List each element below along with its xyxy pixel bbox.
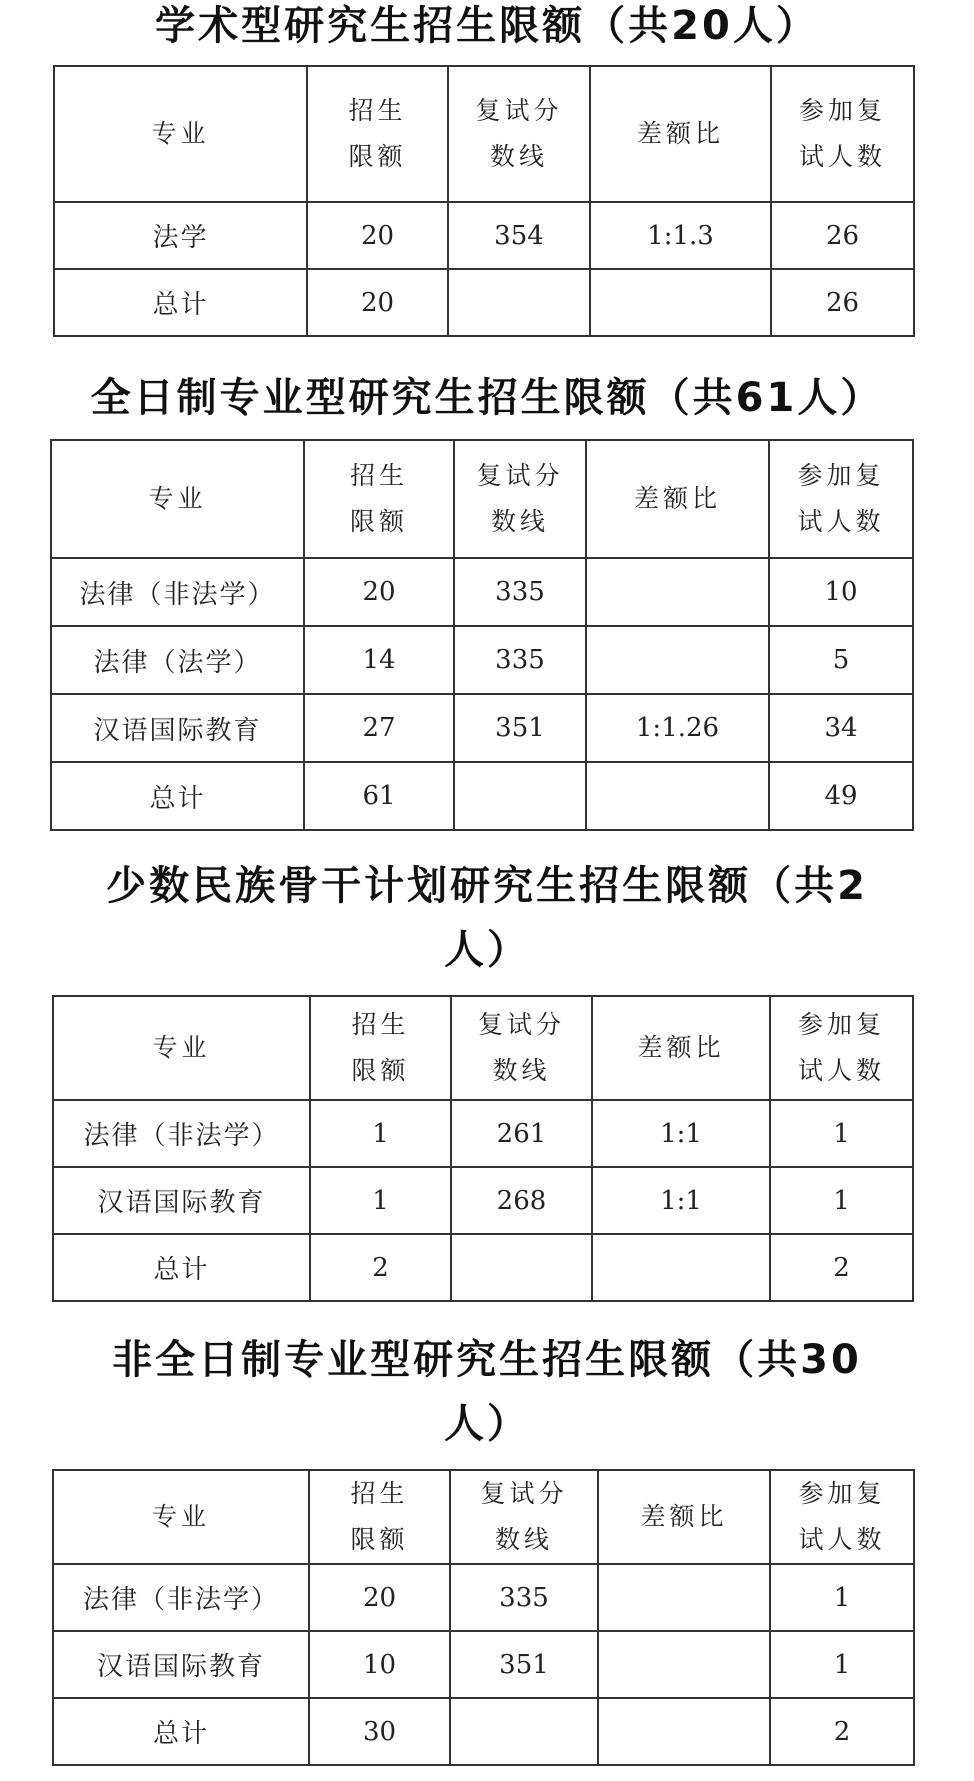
parttime-professional-quota-table	[52, 1469, 915, 1766]
cell-score	[448, 269, 590, 336]
cell-score: 261	[451, 1100, 592, 1167]
cell-count: 2	[770, 1698, 914, 1765]
cell-count: 26	[771, 202, 914, 269]
header-count: 参加复 试人数	[770, 996, 913, 1100]
header-row	[53, 996, 913, 1100]
cell-major: 总计	[53, 1698, 309, 1765]
cell-count: 10	[769, 558, 913, 626]
table-row	[53, 1564, 914, 1631]
cell-quota: 61	[304, 762, 454, 830]
table-row-total	[53, 1234, 913, 1301]
cell-count: 1	[770, 1167, 913, 1234]
cell-major: 法律（法学）	[51, 626, 304, 694]
cell-quota: 27	[304, 694, 454, 762]
table-4-title-line-2: 人）	[444, 1401, 530, 1447]
header-count: 参加复 试人数	[769, 440, 913, 558]
table-4-title-line-1: 非全日制专业型研究生招生限额（共30	[112, 1337, 862, 1383]
table-row-total	[51, 762, 913, 830]
cell-score: 351	[450, 1631, 598, 1698]
table-row	[54, 202, 914, 269]
cell-count: 49	[769, 762, 913, 830]
cell-score: 354	[448, 202, 590, 269]
cell-quota: 2	[310, 1234, 451, 1301]
cell-quota: 30	[309, 1698, 450, 1765]
cell-quota: 20	[309, 1564, 450, 1631]
header-quota: 招生 限额	[310, 996, 451, 1100]
cell-ratio	[590, 269, 771, 336]
table-2-title: 全日制专业型研究生招生限额（共61人）	[90, 375, 884, 421]
cell-ratio: 1:1.3	[590, 202, 771, 269]
cell-ratio: 1:1	[592, 1167, 770, 1234]
header-row	[54, 66, 914, 202]
cell-major: 法律（非法学）	[53, 1100, 310, 1167]
cell-quota: 1	[310, 1167, 451, 1234]
cell-ratio: 1:1	[592, 1100, 770, 1167]
header-quota: 招生 限额	[307, 66, 448, 202]
cell-score: 335	[450, 1564, 598, 1631]
cell-quota: 20	[307, 202, 448, 269]
header-major: 专业	[54, 66, 307, 202]
table-row-total	[54, 269, 914, 336]
header-count: 参加复 试人数	[770, 1470, 914, 1564]
cell-score	[450, 1698, 598, 1765]
cell-major: 总计	[51, 762, 304, 830]
header-quota: 招生 限额	[304, 440, 454, 558]
cell-quota: 10	[309, 1631, 450, 1698]
academic-quota-table	[53, 65, 915, 337]
cell-score	[451, 1234, 592, 1301]
header-row	[51, 440, 913, 558]
cell-major: 汉语国际教育	[51, 694, 304, 762]
header-major: 专业	[51, 440, 304, 558]
minority-plan-quota-table	[52, 995, 914, 1302]
header-ratio: 差额比	[592, 996, 770, 1100]
cell-score: 351	[454, 694, 586, 762]
cell-ratio	[586, 626, 769, 694]
table-row	[51, 558, 913, 626]
cell-ratio	[598, 1698, 770, 1765]
header-score: 复试分 数线	[450, 1470, 598, 1564]
cell-ratio	[592, 1234, 770, 1301]
table-3-title	[40, 854, 934, 982]
table-row	[51, 626, 913, 694]
header-ratio: 差额比	[590, 66, 771, 202]
table-1-title: 学术型研究生招生限额（共20人）	[155, 3, 819, 49]
cell-count: 1	[770, 1564, 914, 1631]
cell-score: 335	[454, 626, 586, 694]
table-3-title-line-1: 少数民族骨干计划研究生招生限额（共2	[106, 863, 868, 909]
cell-ratio	[598, 1564, 770, 1631]
cell-quota: 14	[304, 626, 454, 694]
cell-count: 26	[771, 269, 914, 336]
cell-quota: 20	[307, 269, 448, 336]
table-row	[53, 1167, 913, 1234]
cell-score: 335	[454, 558, 586, 626]
cell-major: 汉语国际教育	[53, 1167, 310, 1234]
cell-score	[454, 762, 586, 830]
cell-count: 1	[770, 1631, 914, 1698]
header-ratio: 差额比	[586, 440, 769, 558]
header-score: 复试分 数线	[448, 66, 590, 202]
table-row-total	[53, 1698, 914, 1765]
cell-count: 34	[769, 694, 913, 762]
cell-major: 法律（非法学）	[53, 1564, 309, 1631]
table-row	[53, 1100, 913, 1167]
cell-major: 总计	[54, 269, 307, 336]
cell-ratio	[586, 762, 769, 830]
header-count: 参加复 试人数	[771, 66, 914, 202]
table-4-title	[40, 1328, 934, 1456]
cell-major: 汉语国际教育	[53, 1631, 309, 1698]
cell-ratio	[598, 1631, 770, 1698]
cell-major: 总计	[53, 1234, 310, 1301]
header-major: 专业	[53, 1470, 309, 1564]
cell-count: 1	[770, 1100, 913, 1167]
cell-score: 268	[451, 1167, 592, 1234]
header-score: 复试分 数线	[454, 440, 586, 558]
cell-ratio: 1:1.26	[586, 694, 769, 762]
table-row	[53, 1631, 914, 1698]
cell-major: 法学	[54, 202, 307, 269]
cell-quota: 1	[310, 1100, 451, 1167]
cell-ratio	[586, 558, 769, 626]
cell-quota: 20	[304, 558, 454, 626]
header-major: 专业	[53, 996, 310, 1100]
header-ratio: 差额比	[598, 1470, 770, 1564]
fulltime-professional-quota-table	[50, 439, 914, 831]
cell-count: 2	[770, 1234, 913, 1301]
header-score: 复试分 数线	[451, 996, 592, 1100]
cell-count: 5	[769, 626, 913, 694]
cell-major: 法律（非法学）	[51, 558, 304, 626]
header-quota: 招生 限额	[309, 1470, 450, 1564]
table-3-title-line-2: 人）	[444, 927, 530, 973]
header-row	[53, 1470, 914, 1564]
table-row	[51, 694, 913, 762]
